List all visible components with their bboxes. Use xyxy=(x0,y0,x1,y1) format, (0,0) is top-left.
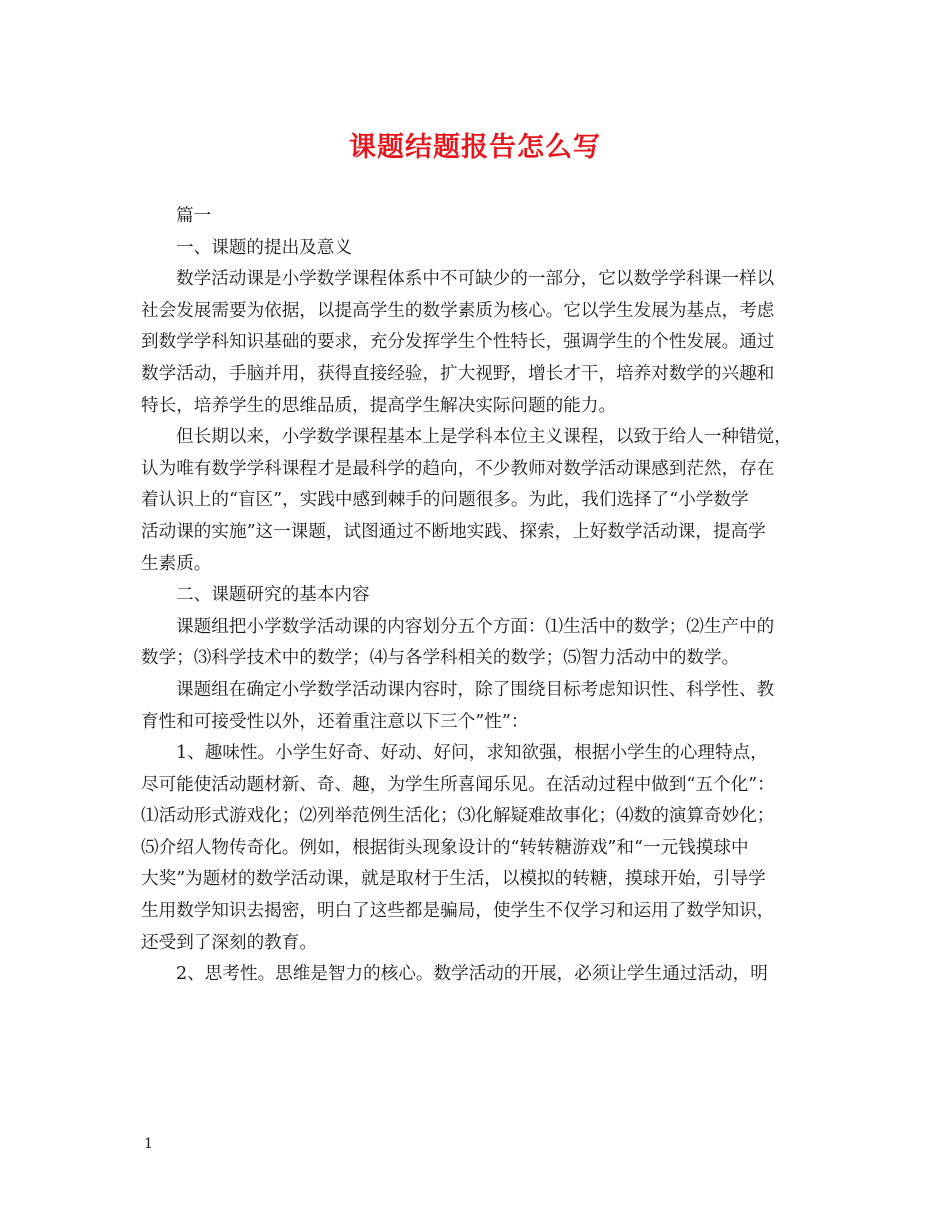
text-line: 尽可能使活动题材新、奇、趣，为学生所喜闻乐见。在活动过程中做到“五个化”： xyxy=(141,774,775,795)
text-line: 社会发展需要为依据，以提高学生的数学素质为核心。它以学生发展为基点，考虑 xyxy=(141,300,775,321)
text-line: 课题组在确定小学数学活动课内容时，除了围绕目标考虑知识性、科学性、教 xyxy=(176,679,775,700)
document-title: 课题结题报告怎么写 xyxy=(349,132,601,163)
text-line: 活动课的实施”这一课题，试图通过不断地实践、探索，上好数学活动课，提高学 xyxy=(141,521,766,542)
text-line: 2、思考性。思维是智力的核心。数学活动的开展，必须让学生通过活动，明 xyxy=(176,964,768,985)
text-line: 数学；⑶科学技术中的数学；⑷与各学科相关的数学；⑸智力活动中的数学。 xyxy=(141,648,740,669)
text-line: 大奖”为题材的数学活动课，就是取材于生活，以模拟的转糖，摸球开始，引导学 xyxy=(141,869,766,890)
section-heading: 二、课题研究的基本内容 xyxy=(176,585,370,606)
section-heading: 一、课题的提出及意义 xyxy=(176,237,352,258)
text-line: 课题组把小学数学活动课的内容划分五个方面：⑴生活中的数学；⑵生产中的 xyxy=(176,616,775,637)
page-number: 1 xyxy=(144,1136,153,1152)
text-line: 数学活动，手脑并用，获得直接经验，扩大视野，增长才干，培养对数学的兴趣和 xyxy=(141,363,775,384)
text-line: ⑸介绍人物传奇化。例如，根据街头现象设计的“转转糖游戏”和“一元钱摸球中 xyxy=(141,837,749,858)
text-line: 1、趣味性。小学生好奇、好动、好问，求知欲强，根据小学生的心理特点， xyxy=(176,743,768,764)
text-line: 但长期以来，小学数学课程基本上是学科本位主义课程，以致于给人一种错觉， xyxy=(176,427,792,448)
text-line: 认为唯有数学学科课程才是最科学的趋向，不少教师对数学活动课感到茫然，存在 xyxy=(141,458,775,479)
text-line: 数学活动课是小学数学课程体系中不可缺少的一部分，它以数学学科课一样以 xyxy=(176,269,775,290)
text-line: 着认识上的“盲区”，实践中感到棘手的问题很多。为此，我们选择了“小学数学 xyxy=(141,490,749,511)
text-line: 还受到了深刻的教育。 xyxy=(141,932,317,953)
document-body xyxy=(141,201,813,991)
text-line: 生用数学知识去揭密，明白了这些都是骗局，使学生不仅学习和运用了数学知识， xyxy=(141,901,775,922)
text-line: 篇一 xyxy=(176,206,212,226)
text-line: 特长，培养学生的思维品质，提高学生解决实际问题的能力。 xyxy=(141,395,617,416)
text-line: 到数学学科知识基础的要求，充分发挥学生个性特长，强调学生的个性发展。通过 xyxy=(141,332,775,353)
text-line: ⑴活动形式游戏化；⑵列举范例生活化；⑶化解疑难故事化；⑷数的演算奇妙化； xyxy=(141,806,775,827)
text-line: 育性和可接受性以外，还着重注意以下三个”性”： xyxy=(141,711,529,732)
text-line: 生素质。 xyxy=(141,553,212,574)
